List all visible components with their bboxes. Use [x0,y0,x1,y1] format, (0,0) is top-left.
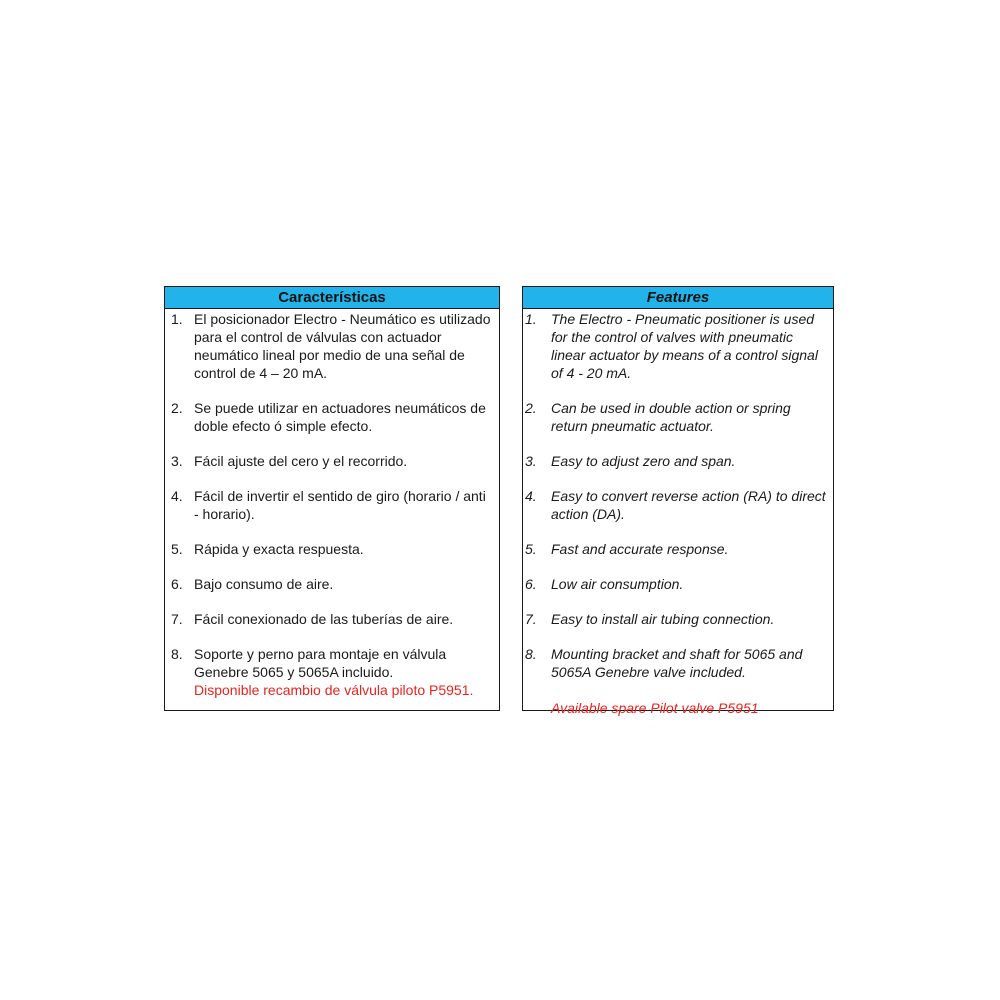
item-text: Se puede utilizar en actuadores neumáticos de doble efecto ó simple efecto. [194,400,486,434]
item-text: Easy to install air tubing connection. [551,611,775,627]
list-item [523,452,833,470]
features-list [523,310,833,717]
item-number: 2. [525,400,537,416]
item-number: 2. [171,400,183,416]
list-item [523,575,833,593]
list-item [523,310,833,382]
list-item [165,610,499,628]
item-number: 5. [171,541,183,557]
list-item [165,399,499,435]
spare-part-note: Available spare Pilot valve P5951 [551,700,759,716]
item-number: 4. [171,488,183,504]
list-item [165,540,499,558]
list-item [165,645,499,699]
item-text: Easy to adjust zero and span. [551,453,736,469]
list-item [523,399,833,435]
item-text: Soporte y perno para montaje en válvula Genebre 5065 y 5065A incluido. [194,646,447,680]
item-number: 8. [525,646,537,662]
item-number: 4. [525,488,537,504]
item-number: 6. [171,576,183,592]
list-item [523,487,833,523]
list-item [523,645,833,717]
item-number: 7. [525,611,537,627]
item-text: Low air consumption. [551,576,684,592]
item-number: 7. [171,611,183,627]
item-text: Can be used in double action or spring return pneumatic actuator. [551,400,791,434]
item-text: Fácil de invertir el sentido de giro (horario / anti - horario). [194,488,486,522]
caracteristicas-panel [164,286,500,711]
item-number: 3. [171,453,183,469]
list-item [523,610,833,628]
caracteristicas-list [165,310,499,699]
list-item [165,575,499,593]
item-text: Fácil ajuste del cero y el recorrido. [194,453,408,469]
list-item [523,540,833,558]
list-item [165,310,499,382]
item-text: Fácil conexionado de las tuberías de aire. [194,611,454,627]
list-item [165,452,499,470]
spare-part-note: Disponible recambio de válvula piloto P5951. [194,682,474,698]
item-text: Fast and accurate response. [551,541,729,557]
item-text: Easy to convert reverse action (RA) to direct action (DA). [551,488,826,522]
item-number: 1. [171,311,183,327]
item-number: 5. [525,541,537,557]
item-text: The Electro - Pneumatic positioner is used for the control of valves with pneumatic linear actuator by means of a control signal of 4 - 20 mA. [551,311,818,381]
item-number: 1. [525,311,537,327]
item-text: Rápida y exacta respuesta. [194,541,364,557]
item-text: El posicionador Electro - Neumático es utilizado para el control de válvulas con actuador neumático lineal por medio de una señal de control de 4 – 20 mA. [194,311,491,381]
item-text: Mounting bracket and shaft for 5065 and 5065A Genebre valve included. [551,646,803,680]
item-number: 3. [525,453,537,469]
item-number: 8. [171,646,183,662]
item-number: 6. [525,576,537,592]
caracteristicas-header: Características [165,287,499,309]
features-panel [522,286,834,716]
features-header: Features [523,287,833,309]
list-item [165,487,499,523]
item-text: Bajo consumo de aire. [194,576,334,592]
